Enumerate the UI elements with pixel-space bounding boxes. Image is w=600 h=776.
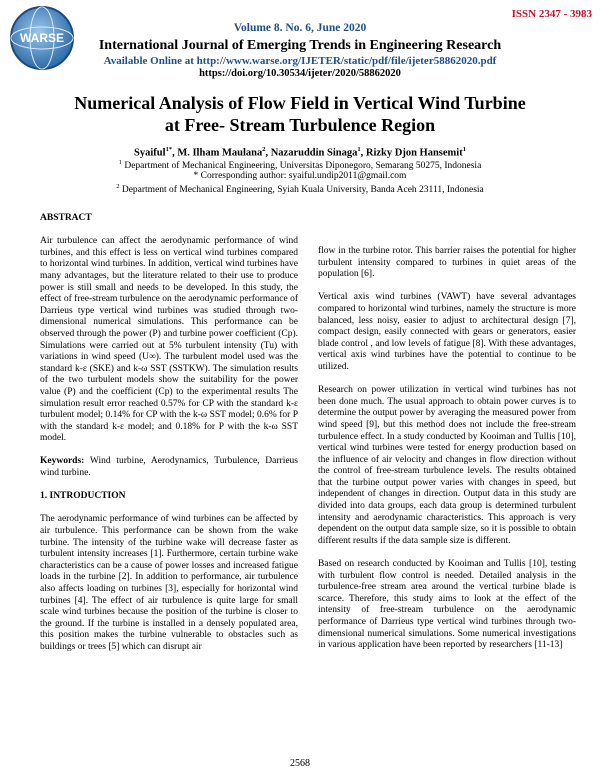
journal-name: International Journal of Emerging Trends in Engineering Research [98,38,502,53]
title-line-2: at Free- Stream Turbulence Region [164,115,436,135]
affiliation-2 [0,183,600,195]
corresponding-author: * Corresponding author: syaiful.undip2011@gmail.com [193,171,407,181]
author-1: Syaiful [134,147,166,159]
affiliation-2-sup: 2 [116,183,120,190]
doi-link[interactable]: https://doi.org/10.30534/ijeter/2020/58862020 [199,68,401,79]
volume-issue: Volume 8. No. 6, June 2020 [233,22,367,34]
logo-text: WARSE [19,31,65,45]
title-line-1: Numerical Analysis of Flow Field in Vertical Wind Turbine [74,93,526,113]
abstract-text: Air turbulence can affect the aerodynamic performance of wind turbines, and this effect is less on vertical wind turbines compared to horizontal wind turbines. In addition, vertical wind turbines have many advantages, but the literature related to their use to produce power is still small and needs to be developed. In this study, the effect of free-stream turbulence on the aerodynamic performance of Darrieus type vertical wind turbines was studied through two-dimensional numerical simulations. This performance can be observed through the power (P) and turbine power coefficient (Cp). Simulations were carried out at 5% turbulent intensity (Tu) with variations in wind speed (U∞). The turbulent model used was the standard k-ε (SKE) and k-ω SST (SSTKW). The simulation results of the two turbulent models show the suitability for the power value (P) and the coefficient (Cp) to the experimental results The simulation result error reached 0.57% for CP with the standard k-ε turbulent model; 0.14% for CP with the k-ω SST model; 0.6% for P with the standard k-ε model; and 0.18% for P with the k-ω SST model. [40,236,298,444]
affiliation-1 [0,159,600,171]
right-paragraph-1: flow in the turbine rotor. This barrier raises the potential for higher turbulent intensity compared to turbines in quiet areas of the population [6]. [318,246,576,280]
author-3-sup: 1 [357,146,361,153]
right-paragraph-3: Research on power utilization in vertical wind turbines has not been done much. The usual approach to obtain power curves is to determine the output power by averaging the measured power from wind speed [9], but this method does not include the free-stream turbulence effect. In a study conducted by Kooiman and Tullis [10], vertical wind turbines were tested for energy production based on the influence of air velocity and changes in flow direction without the control of free-stream turbulence levels. The results obtained that the turbine output power varies with changes in speed, but independent of changes in direction. Output data in this study are divided into data groups, each data group is determined turbulent intensity and aerodynamic characteristics. This approach is very dependent on the output data sample size, so it is possible to obtain different results if the data sample size is different. [318,385,576,546]
left-column [40,213,298,665]
author-2: , M. Ilham Maulana [172,147,263,159]
introduction-heading: 1. INTRODUCTION [40,491,126,502]
author-1-sup: 1* [165,146,173,153]
author-3: , Nazaruddin Sinaga [265,147,358,159]
right-paragraph-4: Based on research conducted by Kooiman and Tullis [10], testing with turbulent flow control is needed. Detailed analysis in the turbulence-free stream area around the vertical turbine blade is scarce. Therefore, this study aims to look at the effect of the intensity of free-stream turbulence on the aerodynamic performance of Darrieus type vertical wind turbines through two-dimensional numerical simulations. Some numerical investigations in various application have been reported by researchers [11-13] [318,559,576,651]
issn: ISSN 2347 - 3983 [511,8,592,20]
introduction-paragraph-1: The aerodynamic performance of wind turbines can be affected by air turbulence. This performance can be shown from the wake turbine. The intensity of the turbine wake will decrease faster as turbulent intensity increases [1]. Furthermore, certain turbine wake characteristics can be a cause of power losses and increased fatigue loads in the turbine [2]. In addition to performance, air turbulence also affects loading on turbines [3], especially for horizontal wind turbines [4]. The effect of air turbulence is quite large for small scale wind turbines because the position of the turbine is closer to the ground. If the turbine is installed in a densely populated area, this position makes the turbine vulnerable to obstacles such as buildings or trees [5] which can disrupt air [40,514,298,652]
right-paragraph-2: Vertical axis wind turbines (VAWT) have several advantages compared to horizontal wind turbines, namely the structure is more balanced, less noisy, easier to adjust to architectural design [7], compact design, easily connected with gears or generators, easier blade control , and low levels of fatigue [8]. With these advantages, vertical axis wind turbines have the potential to continue to be utilized. [318,292,576,372]
availability-link[interactable]: Available Online at http://www.warse.org/IJETER/static/pdf/file/ijeter58862020.pdf [103,55,497,67]
keywords-label: Keywords: [40,456,85,467]
abstract-heading: ABSTRACT [40,213,92,223]
keywords-text: Wind turbine, Aerodynamics, Turbulence, Darrieus wind turbine. [40,456,298,479]
author-4: , Rizky Djon Hansemit [360,147,463,159]
paper-title [40,92,560,136]
right-column [318,246,576,663]
author-4-sup: 1 [462,146,466,153]
affiliation-2-text: Department of Mechanical Engineering, Syiah Kuala University, Banda Aceh 23111, Indonesia [119,185,484,196]
keywords [40,456,298,479]
affiliation-1-text: Department of Mechanical Engineering, Universitas Diponegoro, Semarang 50275, Indonesia [121,161,482,172]
author-list [0,146,600,159]
author-2-sup: 2 [262,146,266,153]
affiliation-1-sup: 1 [118,159,122,166]
page-number: 2568 [290,758,310,769]
